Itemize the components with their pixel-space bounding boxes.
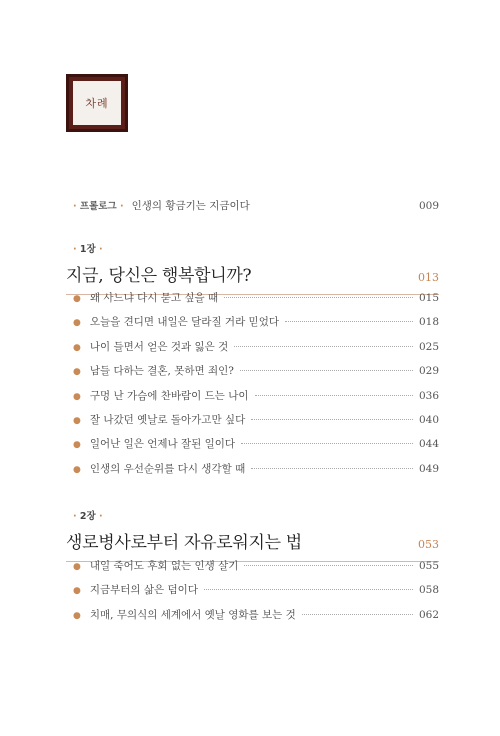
toc-entry[interactable] [73,582,439,606]
dot-leader [204,589,413,590]
entry-page: 044 [418,438,439,451]
bullet-icon: ● [73,562,81,572]
entry-title: 구멍 난 가슴에 찬바람이 드는 나이 [89,389,249,402]
prologue-title: 인생의 황금기는 지금이다 [131,200,250,212]
prologue-entry[interactable] [73,198,439,213]
bullet-icon: ● [73,391,81,402]
dot-leader [255,395,413,396]
entry-page: 036 [418,389,439,402]
chapter-label-text: 1장 [79,244,96,255]
bullet-icon: ● [73,367,81,378]
prologue-tag: · 프롤로그 · [73,201,124,212]
bullet-icon: ● [73,294,81,304]
bullet-icon: ● [73,318,81,329]
dot-leader [241,443,413,444]
toc-entry[interactable] [73,290,439,314]
toc-entry[interactable] [73,314,439,338]
entry-title: 남들 다하는 결혼, 못하면 죄인? [89,365,234,378]
toc-entry[interactable] [73,558,439,582]
toc-entry[interactable] [73,436,439,460]
toc-entry[interactable] [73,607,439,631]
toc-entry[interactable] [73,412,439,436]
dot-leader [251,419,413,420]
entry-title: 치매, 무의식의 세계에서 옛날 영화를 보는 것 [89,608,296,621]
chapter-title: 지금, 당신은 행복합니까? [66,266,252,286]
entry-page: 025 [418,340,439,353]
entry-title: 왜 사느냐 다시 묻고 싶을 때 [89,292,219,304]
bullet-icon: ● [73,586,81,597]
dot-leader [234,346,413,347]
entry-title: 잘 나갔던 옛날로 돌아가고만 싶다 [89,413,246,426]
prologue-label: 프롤로그 [79,201,117,212]
toc-entry[interactable] [73,461,439,485]
entry-page: 029 [418,365,439,378]
bullet-icon: ● [73,610,81,621]
toc-entry[interactable] [73,339,439,363]
bullet-icon: ● [73,440,81,451]
dot-leader [244,565,413,566]
entry-page: 015 [418,292,439,304]
chapter-heading [66,528,439,562]
dot-leader [251,468,413,469]
entry-page: 018 [418,316,439,329]
entry-page: 062 [418,608,439,621]
chapter-label-text: 2장 [79,511,96,522]
toc-title: 차례 [85,97,109,110]
chapter-label: · 2장 · [73,511,103,522]
prologue-page: 009 [418,200,439,212]
chapter-title: 생로병사로부터 자유로워지는 법 [66,533,302,553]
chapter-label: · 1장 · [73,244,103,255]
entry-page: 040 [418,413,439,426]
entry-title: 내일 죽어도 후회 없는 인생 살기 [89,560,239,572]
chapter-page: 053 [418,538,439,551]
dot-leader [224,297,413,298]
entry-title: 일어난 일은 언제나 잘된 일이다 [89,438,236,451]
chapter-2-header[interactable] [66,508,439,562]
entry-page: 058 [418,584,439,597]
toc-entry[interactable] [73,363,439,387]
dot-leader [285,321,413,322]
entry-title: 오늘을 견디면 내일은 달라질 거라 믿었다 [89,316,279,329]
entry-title: 인생의 우선순위를 다시 생각할 때 [89,462,246,475]
chapter-1-header[interactable] [66,241,439,295]
toc-entry[interactable] [73,388,439,412]
dot-leader [302,614,413,615]
entry-page: 049 [418,462,439,475]
entry-title: 나이 들면서 얻은 것과 잃은 것 [89,340,229,353]
chapter-page: 013 [418,271,439,284]
chapter-2-entries [73,558,439,631]
chapter-1-entries [73,290,439,485]
bullet-icon: ● [73,464,81,475]
entry-title: 지금부터의 삶은 덤이다 [89,584,198,597]
entry-page: 055 [418,560,439,572]
dot-leader [240,370,413,371]
toc-title-frame [73,81,121,125]
bullet-icon: ● [73,415,81,426]
bullet-icon: ● [73,342,81,353]
toc-title-box [66,74,128,132]
